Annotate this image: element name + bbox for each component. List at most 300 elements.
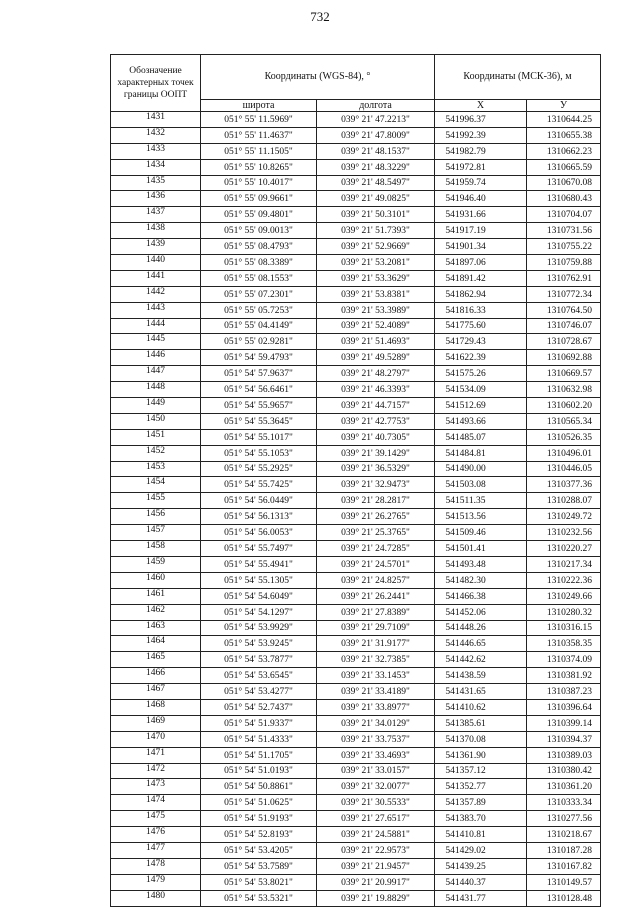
y-coordinate-cell: 1310316.15 [527,620,601,636]
y-coordinate-cell: 1310670.08 [527,175,601,191]
latitude-cell: 051° 54' 52.8193" [201,827,317,843]
x-coordinate-cell: 541361.90 [435,747,527,763]
point-id-cell: 1455 [111,493,201,509]
table-row [111,779,601,795]
longitude-cell: 039° 21' 51.7393" [317,223,435,239]
x-coordinate-cell: 541959.74 [435,175,527,191]
y-coordinate-cell: 1310187.28 [527,842,601,858]
x-coordinate-cell: 541410.62 [435,699,527,715]
latitude-cell: 051° 55' 02.9281" [201,334,317,350]
x-coordinate-cell: 541862.94 [435,286,527,302]
point-id-cell: 1443 [111,302,201,318]
table-row [111,652,601,668]
x-coordinate-cell: 541501.41 [435,541,527,557]
x-coordinate-cell: 541513.56 [435,509,527,525]
point-id-cell: 1449 [111,398,201,414]
x-coordinate-cell: 541431.65 [435,684,527,700]
x-coordinate-cell: 541485.07 [435,429,527,445]
table-row [111,890,601,906]
table-row [111,302,601,318]
x-coordinate-cell: 541946.40 [435,191,527,207]
y-coordinate-cell: 1310692.88 [527,350,601,366]
y-coordinate-cell: 1310217.34 [527,556,601,572]
longitude-cell: 039° 21' 31.9177" [317,636,435,652]
x-coordinate-cell: 541509.46 [435,525,527,541]
y-coordinate-cell: 1310764.50 [527,302,601,318]
table-row [111,604,601,620]
header-latitude: широта [201,100,317,112]
y-coordinate-cell: 1310759.88 [527,255,601,271]
latitude-cell: 051° 54' 53.7589" [201,858,317,874]
x-coordinate-cell: 541891.42 [435,270,527,286]
latitude-cell: 051° 55' 11.4637" [201,127,317,143]
page-number: 732 [310,9,330,24]
table-row [111,239,601,255]
point-id-cell: 1456 [111,509,201,525]
y-coordinate-cell: 1310755.22 [527,239,601,255]
point-id-cell: 1477 [111,842,201,858]
x-coordinate-cell: 541897.06 [435,255,527,271]
y-coordinate-cell: 1310333.34 [527,795,601,811]
longitude-cell: 039° 21' 24.8257" [317,572,435,588]
table-row [111,461,601,477]
point-id-cell: 1473 [111,779,201,795]
table-row [111,429,601,445]
x-coordinate-cell: 541410.81 [435,827,527,843]
y-coordinate-cell: 1310762.91 [527,270,601,286]
latitude-cell: 051° 54' 55.4941" [201,556,317,572]
x-coordinate-cell: 541357.89 [435,795,527,811]
table-row [111,620,601,636]
latitude-cell: 051° 54' 55.9657" [201,398,317,414]
latitude-cell: 051° 55' 08.4793" [201,239,317,255]
point-id-cell: 1442 [111,286,201,302]
y-coordinate-cell: 1310746.07 [527,318,601,334]
table-row [111,541,601,557]
longitude-cell: 039° 21' 26.2441" [317,588,435,604]
point-id-cell: 1480 [111,890,201,906]
longitude-cell: 039° 21' 22.9573" [317,842,435,858]
longitude-cell: 039° 21' 50.3101" [317,207,435,223]
y-coordinate-cell: 1310526.35 [527,429,601,445]
point-id-cell: 1476 [111,827,201,843]
point-id-cell: 1479 [111,874,201,890]
longitude-cell: 039° 21' 33.1453" [317,668,435,684]
latitude-cell: 051° 54' 50.8861" [201,779,317,795]
latitude-cell: 051° 54' 55.1053" [201,445,317,461]
table-row [111,747,601,763]
longitude-cell: 039° 21' 53.2081" [317,255,435,271]
longitude-cell: 039° 21' 24.5701" [317,556,435,572]
longitude-cell: 039° 21' 46.3393" [317,382,435,398]
x-coordinate-cell: 541534.09 [435,382,527,398]
coordinates-table [110,54,601,907]
point-id-cell: 1441 [111,270,201,286]
x-coordinate-cell: 541439.25 [435,858,527,874]
longitude-cell: 039° 21' 48.3229" [317,159,435,175]
x-coordinate-cell: 541996.37 [435,112,527,128]
x-coordinate-cell: 541511.35 [435,493,527,509]
latitude-cell: 051° 54' 51.1705" [201,747,317,763]
longitude-cell: 039° 21' 29.7109" [317,620,435,636]
table-row [111,668,601,684]
table-row [111,191,601,207]
point-id-cell: 1478 [111,858,201,874]
x-coordinate-cell: 541431.77 [435,890,527,906]
header-x: Х [435,100,527,112]
y-coordinate-cell: 1310669.57 [527,366,601,382]
y-coordinate-cell: 1310602.20 [527,398,601,414]
longitude-cell: 039° 21' 52.4089" [317,318,435,334]
latitude-cell: 051° 55' 10.4017" [201,175,317,191]
latitude-cell: 051° 54' 56.6461" [201,382,317,398]
table-row [111,636,601,652]
latitude-cell: 051° 54' 53.4277" [201,684,317,700]
point-id-cell: 1439 [111,239,201,255]
point-id-cell: 1474 [111,795,201,811]
point-id-cell: 1446 [111,350,201,366]
point-id-cell: 1434 [111,159,201,175]
longitude-cell: 039° 21' 19.8829" [317,890,435,906]
table-row [111,366,601,382]
x-coordinate-cell: 541438.59 [435,668,527,684]
table-row [111,127,601,143]
y-coordinate-cell: 1310387.23 [527,684,601,700]
latitude-cell: 051° 54' 56.0053" [201,525,317,541]
point-id-cell: 1437 [111,207,201,223]
y-coordinate-cell: 1310149.57 [527,874,601,890]
table-row [111,731,601,747]
y-coordinate-cell: 1310128.48 [527,890,601,906]
point-id-cell: 1471 [111,747,201,763]
x-coordinate-cell: 541503.08 [435,477,527,493]
point-id-cell: 1475 [111,811,201,827]
y-coordinate-cell: 1310381.92 [527,668,601,684]
x-coordinate-cell: 541442.62 [435,652,527,668]
longitude-cell: 039° 21' 33.4693" [317,747,435,763]
x-coordinate-cell: 541446.65 [435,636,527,652]
point-id-cell: 1465 [111,652,201,668]
longitude-cell: 039° 21' 26.2765" [317,509,435,525]
longitude-cell: 039° 21' 36.5329" [317,461,435,477]
latitude-cell: 051° 55' 09.9661" [201,191,317,207]
y-coordinate-cell: 1310361.20 [527,779,601,795]
longitude-cell: 039° 21' 28.2817" [317,493,435,509]
latitude-cell: 051° 54' 53.9245" [201,636,317,652]
table-row [111,477,601,493]
y-coordinate-cell: 1310655.38 [527,127,601,143]
y-coordinate-cell: 1310167.82 [527,858,601,874]
latitude-cell: 051° 54' 53.7877" [201,652,317,668]
x-coordinate-cell: 541352.77 [435,779,527,795]
x-coordinate-cell: 541429.02 [435,842,527,858]
point-id-cell: 1435 [111,175,201,191]
latitude-cell: 051° 54' 55.7497" [201,541,317,557]
longitude-cell: 039° 21' 34.0129" [317,715,435,731]
point-id-cell: 1451 [111,429,201,445]
table-row [111,858,601,874]
longitude-cell: 039° 21' 20.9917" [317,874,435,890]
point-id-cell: 1447 [111,366,201,382]
y-coordinate-cell: 1310277.56 [527,811,601,827]
longitude-cell: 039° 21' 27.8389" [317,604,435,620]
longitude-cell: 039° 21' 33.7537" [317,731,435,747]
y-coordinate-cell: 1310280.32 [527,604,601,620]
longitude-cell: 039° 21' 30.5533" [317,795,435,811]
table-row [111,445,601,461]
x-coordinate-cell: 541490.00 [435,461,527,477]
table-row [111,286,601,302]
longitude-cell: 039° 21' 47.8009" [317,127,435,143]
latitude-cell: 051° 55' 07.2301" [201,286,317,302]
table-row [111,763,601,779]
x-coordinate-cell: 541385.61 [435,715,527,731]
longitude-cell: 039° 21' 48.5497" [317,175,435,191]
latitude-cell: 051° 54' 55.7425" [201,477,317,493]
table-row [111,493,601,509]
table-row [111,270,601,286]
x-coordinate-cell: 541972.81 [435,159,527,175]
point-id-cell: 1461 [111,588,201,604]
latitude-cell: 051° 54' 53.4205" [201,842,317,858]
latitude-cell: 051° 55' 09.0013" [201,223,317,239]
table-row [111,588,601,604]
latitude-cell: 051° 54' 52.7437" [201,699,317,715]
latitude-cell: 051° 54' 51.0193" [201,763,317,779]
latitude-cell: 051° 55' 08.3389" [201,255,317,271]
y-coordinate-cell: 1310665.59 [527,159,601,175]
latitude-cell: 051° 54' 55.3645" [201,413,317,429]
longitude-cell: 039° 21' 49.0825" [317,191,435,207]
x-coordinate-cell: 541775.60 [435,318,527,334]
table-row [111,795,601,811]
point-id-cell: 1469 [111,715,201,731]
table-row [111,175,601,191]
longitude-cell: 039° 21' 52.9669" [317,239,435,255]
x-coordinate-cell: 541931.66 [435,207,527,223]
x-coordinate-cell: 541482.30 [435,572,527,588]
point-id-cell: 1450 [111,413,201,429]
longitude-cell: 039° 21' 40.7305" [317,429,435,445]
point-id-cell: 1445 [111,334,201,350]
latitude-cell: 051° 55' 04.4149" [201,318,317,334]
table-row [111,398,601,414]
point-id-cell: 1448 [111,382,201,398]
table-row [111,207,601,223]
table-row [111,715,601,731]
y-coordinate-cell: 1310218.67 [527,827,601,843]
longitude-cell: 039° 21' 49.5289" [317,350,435,366]
x-coordinate-cell: 541901.34 [435,239,527,255]
y-coordinate-cell: 1310377.36 [527,477,601,493]
longitude-cell: 039° 21' 33.8977" [317,699,435,715]
header-msk36: Координаты (МСК-36), м [435,55,601,100]
table-row [111,556,601,572]
latitude-cell: 051° 54' 59.4793" [201,350,317,366]
point-id-cell: 1468 [111,699,201,715]
latitude-cell: 051° 55' 05.7253" [201,302,317,318]
x-coordinate-cell: 541357.12 [435,763,527,779]
latitude-cell: 051° 54' 57.9637" [201,366,317,382]
table-row [111,842,601,858]
latitude-cell: 051° 54' 51.9193" [201,811,317,827]
latitude-cell: 051° 55' 10.8265" [201,159,317,175]
x-coordinate-cell: 541448.26 [435,620,527,636]
longitude-cell: 039° 21' 53.3629" [317,270,435,286]
y-coordinate-cell: 1310704.07 [527,207,601,223]
x-coordinate-cell: 541493.66 [435,413,527,429]
header-point-designation: Обозначение характерных точек границы ООПТ [111,55,201,112]
x-coordinate-cell: 541370.08 [435,731,527,747]
y-coordinate-cell: 1310380.42 [527,763,601,779]
y-coordinate-cell: 1310446.05 [527,461,601,477]
point-id-cell: 1472 [111,763,201,779]
y-coordinate-cell: 1310232.56 [527,525,601,541]
longitude-cell: 039° 21' 32.0077" [317,779,435,795]
x-coordinate-cell: 541917.19 [435,223,527,239]
x-coordinate-cell: 541466.38 [435,588,527,604]
x-coordinate-cell: 541512.69 [435,398,527,414]
point-id-cell: 1432 [111,127,201,143]
longitude-cell: 039° 21' 51.4693" [317,334,435,350]
x-coordinate-cell: 541622.39 [435,350,527,366]
longitude-cell: 039° 21' 48.2797" [317,366,435,382]
table-row [111,159,601,175]
x-coordinate-cell: 541816.33 [435,302,527,318]
point-id-cell: 1470 [111,731,201,747]
point-id-cell: 1463 [111,620,201,636]
latitude-cell: 051° 55' 09.4801" [201,207,317,223]
y-coordinate-cell: 1310644.25 [527,112,601,128]
table-row [111,874,601,890]
x-coordinate-cell: 541992.39 [435,127,527,143]
longitude-cell: 039° 21' 44.7157" [317,398,435,414]
point-id-cell: 1459 [111,556,201,572]
y-coordinate-cell: 1310396.64 [527,699,601,715]
table-row [111,382,601,398]
latitude-cell: 051° 54' 53.8021" [201,874,317,890]
point-id-cell: 1431 [111,112,201,128]
x-coordinate-cell: 541575.26 [435,366,527,382]
latitude-cell: 051° 54' 53.9929" [201,620,317,636]
table-row [111,223,601,239]
longitude-cell: 039° 21' 24.5881" [317,827,435,843]
latitude-cell: 051° 54' 55.1305" [201,572,317,588]
table-row [111,143,601,159]
longitude-cell: 039° 21' 47.2213" [317,112,435,128]
longitude-cell: 039° 21' 25.3765" [317,525,435,541]
longitude-cell: 039° 21' 33.0157" [317,763,435,779]
y-coordinate-cell: 1310389.03 [527,747,601,763]
latitude-cell: 051° 55' 08.1553" [201,270,317,286]
y-coordinate-cell: 1310249.66 [527,588,601,604]
header-longitude: долгота [317,100,435,112]
latitude-cell: 051° 55' 11.5969" [201,112,317,128]
latitude-cell: 051° 54' 55.2925" [201,461,317,477]
longitude-cell: 039° 21' 39.1429" [317,445,435,461]
table-row [111,699,601,715]
point-id-cell: 1460 [111,572,201,588]
longitude-cell: 039° 21' 53.3989" [317,302,435,318]
table-row [111,350,601,366]
point-id-cell: 1466 [111,668,201,684]
y-coordinate-cell: 1310374.09 [527,652,601,668]
longitude-cell: 039° 21' 21.9457" [317,858,435,874]
latitude-cell: 051° 54' 56.1313" [201,509,317,525]
x-coordinate-cell: 541982.79 [435,143,527,159]
latitude-cell: 051° 54' 55.1017" [201,429,317,445]
latitude-cell: 051° 54' 56.0449" [201,493,317,509]
latitude-cell: 051° 54' 54.1297" [201,604,317,620]
table-row [111,334,601,350]
longitude-cell: 039° 21' 42.7753" [317,413,435,429]
x-coordinate-cell: 541440.37 [435,874,527,890]
point-id-cell: 1457 [111,525,201,541]
y-coordinate-cell: 1310565.34 [527,413,601,429]
table-row [111,509,601,525]
point-id-cell: 1436 [111,191,201,207]
y-coordinate-cell: 1310496.01 [527,445,601,461]
y-coordinate-cell: 1310662.23 [527,143,601,159]
y-coordinate-cell: 1310220.27 [527,541,601,557]
point-id-cell: 1444 [111,318,201,334]
table-body [111,112,601,907]
point-id-cell: 1464 [111,636,201,652]
y-coordinate-cell: 1310772.34 [527,286,601,302]
header-y: У [527,100,601,112]
point-id-cell: 1452 [111,445,201,461]
y-coordinate-cell: 1310728.67 [527,334,601,350]
latitude-cell: 051° 55' 11.1505" [201,143,317,159]
x-coordinate-cell: 541484.81 [435,445,527,461]
y-coordinate-cell: 1310680.43 [527,191,601,207]
latitude-cell: 051° 54' 53.6545" [201,668,317,684]
x-coordinate-cell: 541729.43 [435,334,527,350]
longitude-cell: 039° 21' 27.6517" [317,811,435,827]
longitude-cell: 039° 21' 33.4189" [317,684,435,700]
header-wgs84: Координаты (WGS-84), ° [201,55,435,100]
y-coordinate-cell: 1310222.36 [527,572,601,588]
table-row [111,525,601,541]
point-id-cell: 1453 [111,461,201,477]
latitude-cell: 051° 54' 51.0625" [201,795,317,811]
y-coordinate-cell: 1310394.37 [527,731,601,747]
point-id-cell: 1467 [111,684,201,700]
point-id-cell: 1433 [111,143,201,159]
y-coordinate-cell: 1310249.72 [527,509,601,525]
point-id-cell: 1438 [111,223,201,239]
longitude-cell: 039° 21' 48.1537" [317,143,435,159]
point-id-cell: 1462 [111,604,201,620]
table-row [111,684,601,700]
longitude-cell: 039° 21' 24.7285" [317,541,435,557]
point-id-cell: 1458 [111,541,201,557]
table-row [111,318,601,334]
y-coordinate-cell: 1310632.98 [527,382,601,398]
table-row [111,255,601,271]
latitude-cell: 051° 54' 51.9337" [201,715,317,731]
latitude-cell: 051° 54' 54.6049" [201,588,317,604]
y-coordinate-cell: 1310288.07 [527,493,601,509]
table-row [111,827,601,843]
y-coordinate-cell: 1310399.14 [527,715,601,731]
latitude-cell: 051° 54' 53.5321" [201,890,317,906]
table-row [111,413,601,429]
y-coordinate-cell: 1310358.35 [527,636,601,652]
y-coordinate-cell: 1310731.56 [527,223,601,239]
point-id-cell: 1440 [111,255,201,271]
longitude-cell: 039° 21' 32.7385" [317,652,435,668]
